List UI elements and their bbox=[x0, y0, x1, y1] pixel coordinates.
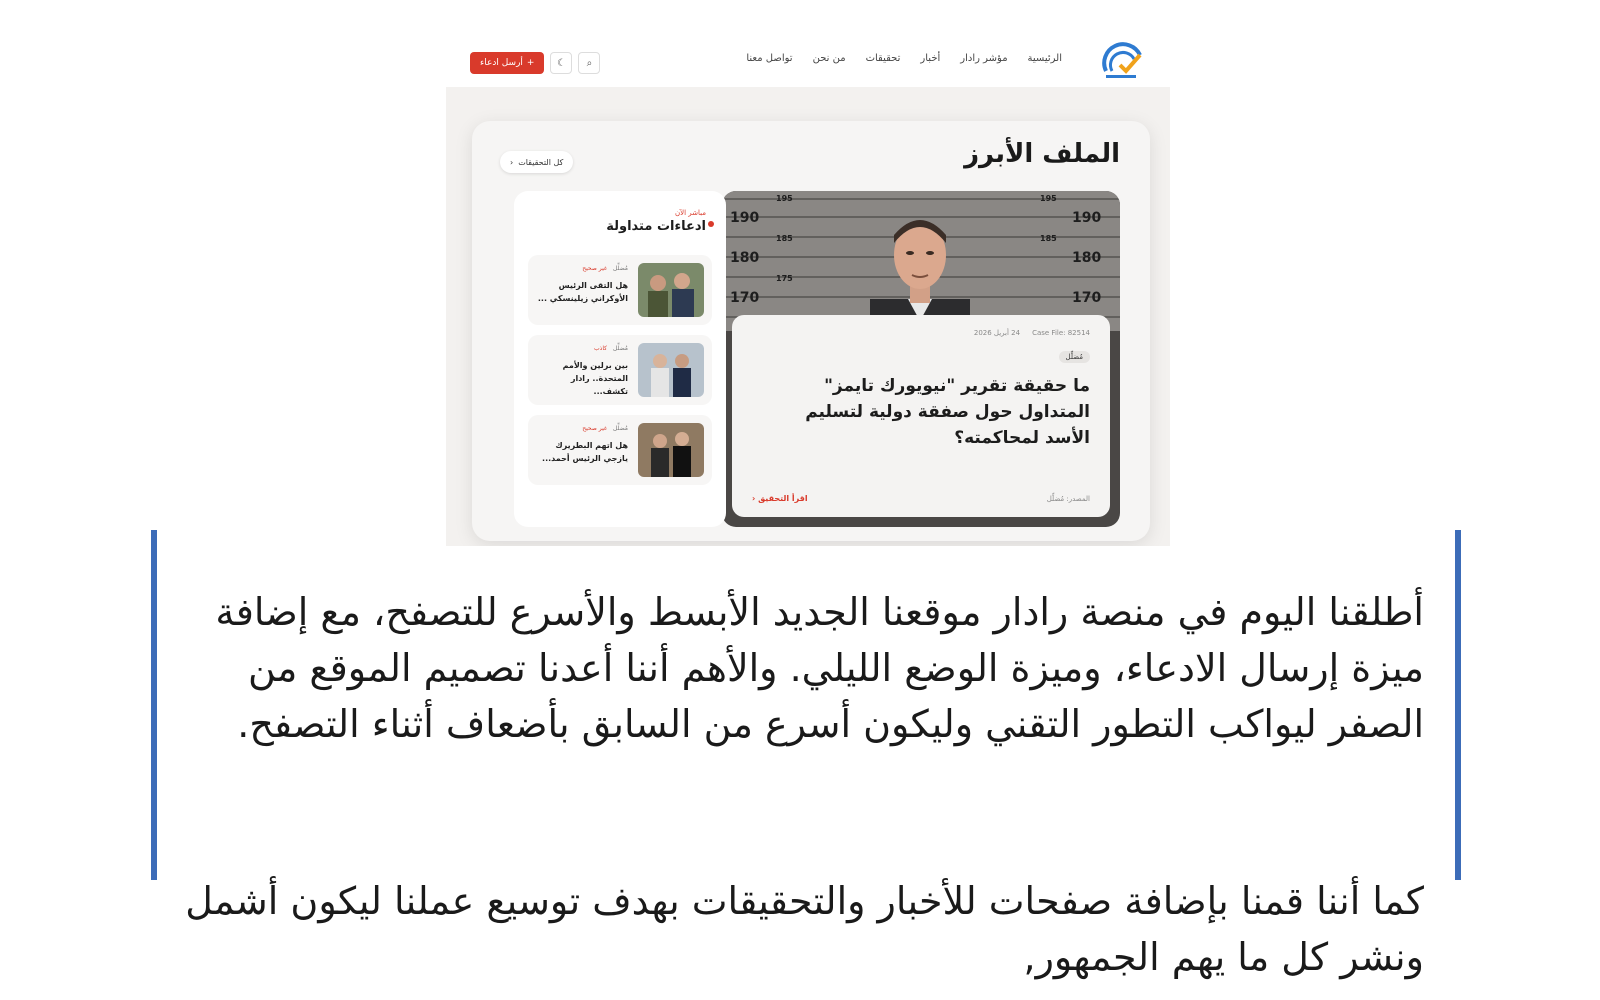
live-label: مباشر الآن bbox=[674, 209, 706, 217]
read-investigation-link[interactable] bbox=[752, 494, 808, 503]
item-category: مُضلِّل bbox=[613, 345, 628, 352]
nav-link-investigations[interactable]: تحقيقات bbox=[865, 53, 901, 64]
item-badges bbox=[582, 265, 628, 272]
featured-card-body bbox=[732, 315, 1110, 517]
announcement-paragraph-2: كما أننا قمنا بإضافة صفحات للأخبار والتحقيقات بهدف توسيع عملنا ليكون أشمل ونشر كل ما يهم الجمهور, bbox=[185, 879, 1424, 979]
read-investigation-label: اقرأ التحقيق bbox=[758, 494, 808, 503]
site-navbar bbox=[446, 33, 1170, 87]
thumbnail-image bbox=[638, 263, 704, 317]
item-verdict: كاذب bbox=[594, 345, 608, 352]
search-button[interactable] bbox=[578, 52, 600, 74]
plus-icon: + bbox=[526, 58, 535, 68]
height-mark: 185 bbox=[776, 234, 793, 243]
nav-link-contact[interactable]: تواصل معنا bbox=[746, 53, 793, 64]
website-screenshot bbox=[446, 33, 1170, 546]
arrow-left-icon: ‹ bbox=[510, 157, 514, 167]
radar-logo bbox=[1100, 41, 1146, 81]
item-badges bbox=[594, 345, 628, 352]
send-claim-button[interactable] bbox=[470, 52, 544, 74]
featured-headline[interactable]: ما حقيقة تقرير "نيويورك تايمز" المتداول حول صفقة دولية لتسليم الأسد لمحاكمته؟ bbox=[805, 376, 1090, 448]
live-dot-icon bbox=[708, 221, 714, 227]
height-mark: 180 bbox=[730, 250, 760, 266]
item-category: مُضلِّل bbox=[613, 265, 628, 272]
height-mark: 185 bbox=[1040, 234, 1057, 243]
featured-investigation-card[interactable] bbox=[722, 191, 1120, 527]
person-photo bbox=[870, 203, 970, 331]
list-item[interactable] bbox=[528, 335, 712, 405]
featured-meta bbox=[974, 329, 1090, 337]
item-category: مُضلِّل bbox=[613, 425, 628, 432]
featured-panel bbox=[472, 121, 1150, 541]
thumbnail-image bbox=[638, 343, 704, 397]
nav-link-news[interactable]: أخبار bbox=[920, 53, 941, 64]
thumbnail-image bbox=[638, 423, 704, 477]
list-item[interactable] bbox=[528, 255, 712, 325]
height-mark: 170 bbox=[1072, 290, 1102, 306]
height-mark: 190 bbox=[1072, 210, 1102, 226]
item-badges bbox=[582, 425, 628, 432]
list-item[interactable] bbox=[528, 415, 712, 485]
height-mark: 195 bbox=[1040, 194, 1057, 203]
featured-source: المصدر: مُضلِّل bbox=[1046, 495, 1090, 503]
panel-title: الملف الأبرز bbox=[964, 139, 1120, 169]
send-claim-label: أرسل ادعاء bbox=[480, 58, 523, 68]
dark-mode-toggle[interactable] bbox=[550, 52, 572, 74]
all-investigations-label: كل التحقيقات bbox=[518, 157, 564, 167]
page-heading bbox=[300, 0, 1300, 14]
nav-links bbox=[746, 53, 1062, 64]
all-investigations-button[interactable] bbox=[500, 151, 573, 173]
announcement-paragraph: أطلقنا اليوم في منصة رادار موقعنا الجديد الأبسط والأسرع للتصفح، مع إضافة ميزة إرسال الادعاء، وميزة الوضع الليلي. والأهم أننا أعدنا تصميم الموقع من الصفر ليواكب التطور التقني وليكون أسرع من السابق بأضعاف أثناء التصفح. bbox=[215, 590, 1424, 746]
trending-claims-card bbox=[514, 191, 726, 527]
search-icon: ⌕ bbox=[586, 57, 593, 69]
nav-actions bbox=[470, 52, 600, 74]
nav-link-home[interactable]: الرئيسية bbox=[1027, 53, 1062, 64]
quote-bar-right bbox=[1455, 530, 1461, 880]
height-mark: 175 bbox=[776, 274, 793, 283]
featured-date: 24 أبريل 2026 bbox=[973, 329, 1021, 337]
item-title: هل التقى الرئيس الأوكراني زيلينسكي ... bbox=[537, 281, 628, 303]
item-title: بين برلين والأمم المتحدة.. رادار تكشف... bbox=[562, 361, 628, 396]
verdict-tag: مُضلِّل bbox=[1059, 351, 1090, 363]
nav-link-about[interactable]: من نحن bbox=[812, 53, 846, 64]
arrow-left-icon: ‹ bbox=[752, 494, 756, 503]
trending-title: ادعاءات متداولة bbox=[606, 219, 706, 234]
item-verdict: غير صحيح bbox=[582, 265, 608, 272]
height-mark: 180 bbox=[1072, 250, 1102, 266]
moon-icon: ☾ bbox=[556, 57, 566, 69]
height-mark: 170 bbox=[730, 290, 760, 306]
height-mark: 195 bbox=[776, 194, 793, 203]
item-title: هل اتهم البطريرك يازجي الرئيس أحمد... bbox=[542, 441, 628, 463]
nav-link-radar-index[interactable]: مؤشر رادار bbox=[960, 53, 1008, 64]
case-file-number: Case File: 82514 bbox=[1032, 329, 1090, 337]
height-mark: 190 bbox=[730, 210, 760, 226]
item-verdict: غير صحيح bbox=[582, 425, 608, 432]
